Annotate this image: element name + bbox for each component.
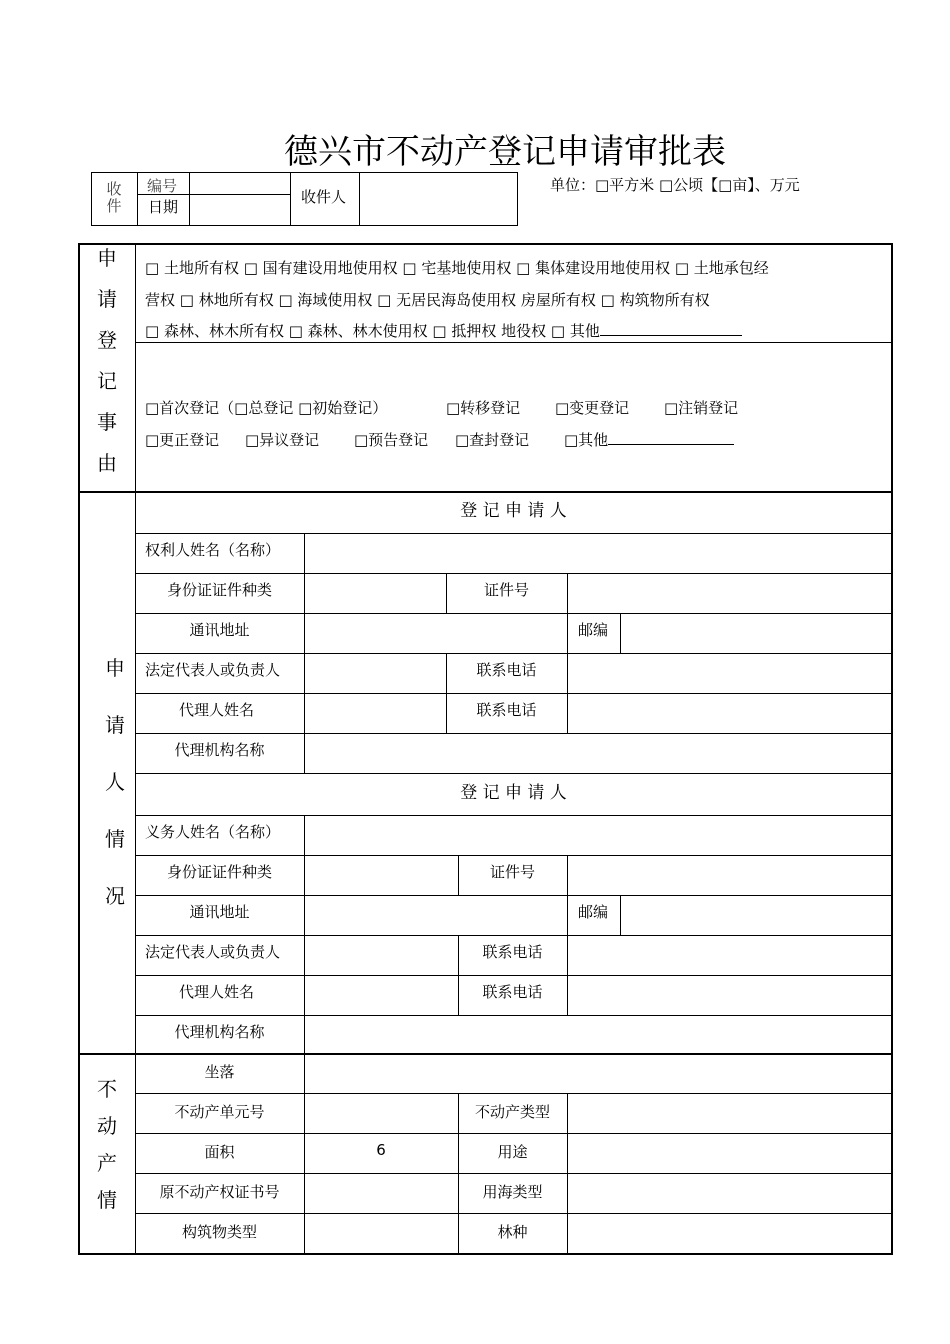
reg-type-transfer: □转移登记 <box>446 399 521 417</box>
reason-side-char: 申 <box>97 246 117 270</box>
receipt-side-char: 收 <box>106 180 122 198</box>
reg-type-first: □首次登记（□总登记 □初始登记） <box>145 399 388 417</box>
reg-type-other <box>564 429 734 450</box>
applicant1-legal-rep-label: 法定代表人或负责人 <box>145 661 281 679</box>
applicant1-name-label: 权利人姓名（名称） <box>145 541 281 559</box>
applicant2-agent-phone-label: 联系电话 <box>482 983 543 1001</box>
property-side-char: 不 <box>97 1077 117 1101</box>
applicant2-name-label: 义务人姓名（名称） <box>145 823 281 841</box>
reason-side-label <box>79 238 135 484</box>
applicant-side-char: 情 <box>105 827 125 851</box>
location-label: 坐落 <box>204 1063 235 1081</box>
reason-side-char: 记 <box>97 369 117 393</box>
forest-type-label: 林种 <box>497 1223 528 1241</box>
reg-type-change: □变更登记 <box>555 399 630 417</box>
area-value: 6 <box>376 1141 386 1159</box>
receiver-label: 收件人 <box>301 188 347 206</box>
page-title: 德兴市不动产登记申请审批表 <box>284 132 726 172</box>
property-side-char: 情 <box>97 1188 117 1212</box>
rights-line-3 <box>145 320 742 341</box>
sea-use-label: 用海类型 <box>482 1183 543 1201</box>
reg-type-notice: □预告登记 <box>354 431 429 449</box>
applicant-side-char: 申 <box>105 656 125 680</box>
reason-side-char: 登 <box>97 328 117 352</box>
property-side-label <box>79 1071 135 1219</box>
property-side-char: 动 <box>97 1114 117 1138</box>
applicant2-address-label: 通讯地址 <box>189 903 250 921</box>
usage-label: 用途 <box>497 1143 528 1161</box>
rights-line-3-text: □ 森林、林木所有权 □ 森林、林木使用权 □ 抵押权 地役权 □ 其他 <box>145 322 600 340</box>
reg-type-seizure: □查封登记 <box>455 431 530 449</box>
applicant2-id-type-label: 身份证证件种类 <box>166 863 272 881</box>
unit-no-label: 不动产单元号 <box>174 1103 265 1121</box>
applicant1-header: 登 记 申 请 人 <box>460 501 567 521</box>
applicant1-address-label: 通讯地址 <box>189 621 250 639</box>
structure-type-label: 构筑物类型 <box>181 1223 257 1241</box>
reason-side-char: 请 <box>97 287 117 311</box>
applicant2-agency-label: 代理机构名称 <box>174 1023 265 1041</box>
applicant2-id-no-label: 证件号 <box>489 863 535 881</box>
applicant2-postcode-label: 邮编 <box>578 903 609 921</box>
reg-type-correction: □更正登记 <box>145 431 220 449</box>
date-label: 日期 <box>148 198 179 216</box>
applicant1-postcode-label: 邮编 <box>578 621 609 639</box>
unit-note: 单位：□平方米 □公顷【□亩】、万元 <box>550 176 800 194</box>
rights-line-2: 营权 □ 林地所有权 □ 海域使用权 □ 无居民海岛使用权 房屋所有权 □ 构筑物所有权 <box>145 291 710 309</box>
applicant1-id-type-label: 身份证证件种类 <box>166 581 272 599</box>
cert-no-label: 原不动产权证书号 <box>159 1183 280 1201</box>
applicant1-id-no-label: 证件号 <box>483 581 529 599</box>
applicant1-phone-label: 联系电话 <box>476 661 537 679</box>
reg-type-cancel: □注销登记 <box>664 399 739 417</box>
other-type-blank[interactable] <box>608 430 734 445</box>
applicant-side-char: 请 <box>105 713 125 737</box>
applicant2-legal-rep-label: 法定代表人或负责人 <box>145 943 281 961</box>
rights-line-1: □ 土地所有权 □ 国有建设用地使用权 □ 宅基地使用权 □ 集体建设用地使用权 □ 土地承包经 <box>145 259 769 277</box>
applicant2-phone-label: 联系电话 <box>482 943 543 961</box>
property-type-label: 不动产类型 <box>474 1103 550 1121</box>
applicant1-agency-label: 代理机构名称 <box>174 741 265 759</box>
applicant1-agent-label: 代理人姓名 <box>179 701 255 719</box>
receipt-side-label <box>91 181 137 215</box>
applicant-side-char: 人 <box>105 770 125 794</box>
reg-type-other-text: □其他 <box>564 431 609 449</box>
reason-side-char: 事 <box>97 410 117 434</box>
area-label: 面积 <box>204 1143 235 1161</box>
applicant-side-char: 况 <box>105 884 125 908</box>
other-rights-blank[interactable] <box>600 321 742 336</box>
applicant1-agent-phone-label: 联系电话 <box>476 701 537 719</box>
reason-side-char: 由 <box>97 451 117 475</box>
number-label: 编号 <box>147 177 178 195</box>
applicant2-header: 登 记 申 请 人 <box>460 783 567 803</box>
property-side-char: 产 <box>97 1151 117 1175</box>
applicant2-agent-label: 代理人姓名 <box>179 983 255 1001</box>
receipt-side-char: 件 <box>106 197 122 215</box>
reg-type-objection: □异议登记 <box>245 431 320 449</box>
